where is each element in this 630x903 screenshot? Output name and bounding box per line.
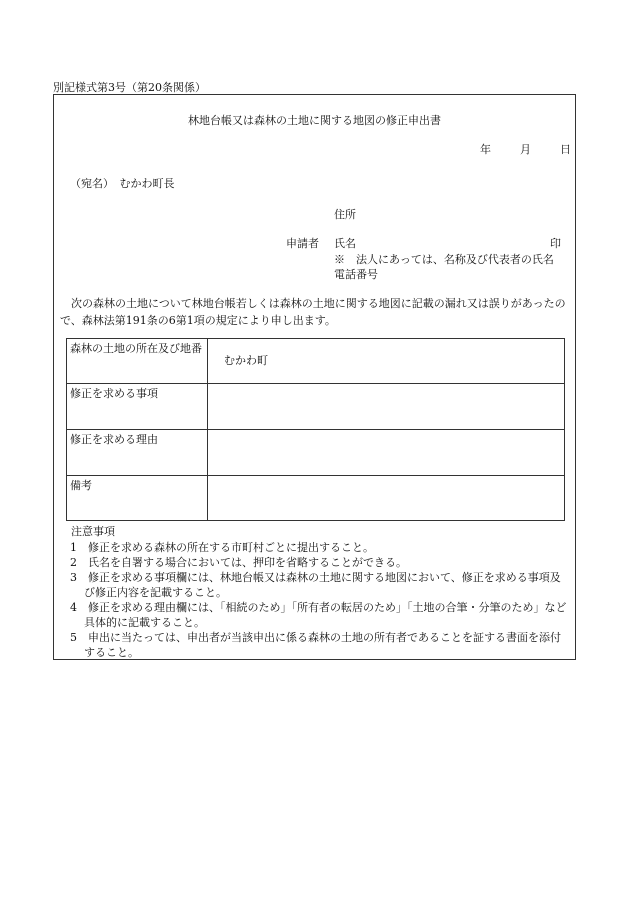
remarks-value	[208, 476, 565, 521]
list-item: 2 氏名を自署する場合においては、押印を省略することができる。	[70, 556, 407, 569]
name-label: 氏名	[334, 237, 356, 250]
correction-reason-label: 修正を求める理由	[67, 430, 208, 476]
form-title: 林地台帳又は森林の土地に関する地図の修正申出書	[188, 114, 441, 127]
address-label: 住所	[334, 208, 356, 221]
table-row	[67, 430, 565, 476]
list-item: 5 申出に当たっては、申出者が当該申出に係る森林の土地の所有者であることを証する書面を添付すること。	[70, 631, 561, 659]
location-value: むかわ町	[208, 339, 565, 384]
date-day-label: 日	[560, 143, 571, 156]
date-year-label: 年	[480, 143, 491, 156]
list-item: 3 修正を求める事項欄には、林地台帳又は森林の土地に関する地図において、修正を求める事項及び修正内容を記載すること。	[70, 571, 561, 599]
list-item: 1 修正を求める森林の所在する市町村ごとに提出すること。	[70, 541, 374, 554]
date-line	[480, 141, 571, 157]
table-row	[67, 384, 565, 430]
applicant-label: 申請者	[286, 237, 319, 250]
addressee: （宛名） むかわ町長	[70, 177, 175, 190]
table-row	[67, 476, 565, 521]
location-label: 森林の土地の所在及び地番	[67, 339, 208, 384]
notes-heading: 注意事項	[71, 525, 115, 538]
form-number-label: 別記様式第3号（第20条関係）	[53, 81, 206, 94]
correction-item-label: 修正を求める事項	[67, 384, 208, 430]
correction-item-value	[208, 384, 565, 430]
list-item: 4 修正を求める理由欄には、「相続のため」「所有者の転居のため」「土地の合筆・分筆のため」など具体的に記載すること。	[70, 601, 567, 629]
request-statement: 次の森林の土地について林地台帳若しくは森林の土地に関する地図に記載の漏れ又は誤りがあったので、森林法第191条の6第1項の規定により申し出ます。	[60, 297, 566, 327]
date-month-label: 月	[520, 143, 531, 156]
corporation-note: ※ 法人にあっては、名称及び代表者の氏名	[334, 253, 554, 266]
remarks-label: 備考	[67, 476, 208, 521]
forest-info-table	[66, 338, 565, 521]
table-row	[67, 339, 565, 384]
correction-reason-value	[208, 430, 565, 476]
form-frame	[53, 94, 576, 660]
notes-section	[66, 524, 571, 660]
phone-label: 電話番号	[334, 268, 378, 281]
seal-mark: 印	[550, 237, 561, 250]
